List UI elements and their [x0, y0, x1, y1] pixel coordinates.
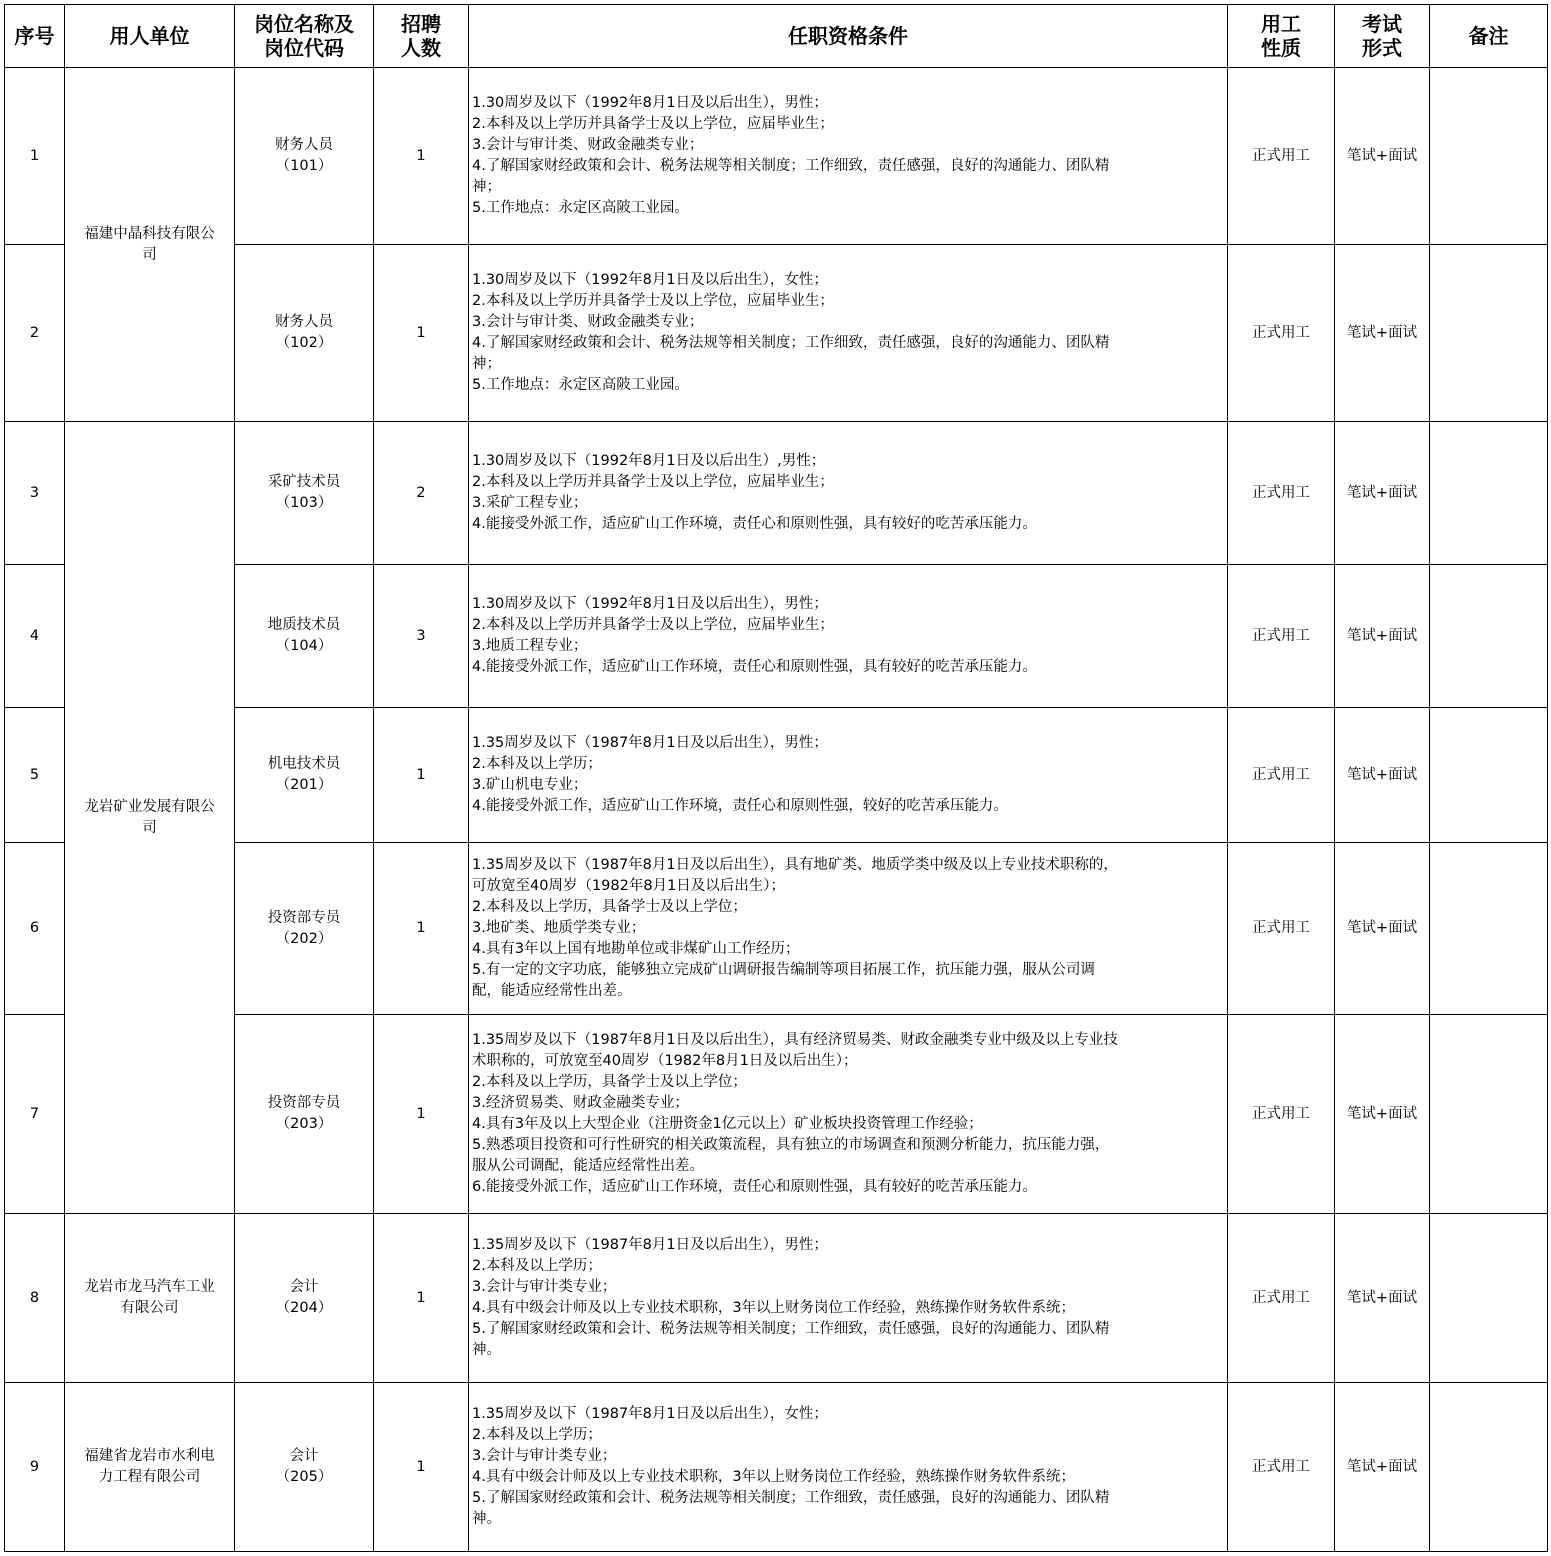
employment-type: 正式用工 — [1228, 1214, 1335, 1383]
remark-cell — [1430, 565, 1548, 708]
requirement-line: 1.35周岁及以下（1987年8月1日及以后出生），具有经济贸易类、财政金融类专业中级及以上专业技 — [472, 1032, 1118, 1048]
row-seq: 3 — [5, 422, 65, 565]
header-exam-line2: 形式 — [1362, 36, 1402, 60]
unit-name-line2: 力工程有限公司 — [98, 1469, 201, 1485]
requirement-line: 3.会计与审计类专业； — [472, 1279, 617, 1295]
recruitment-table — [4, 4, 1548, 1552]
requirement-line: 4.具有3年以上国有地勘单位或非煤矿山工作经历； — [472, 941, 800, 957]
header-count-line2: 人数 — [401, 36, 441, 60]
post-cell — [235, 1214, 374, 1383]
post-cell — [235, 708, 374, 843]
requirement-line: 3.矿山机电专业； — [472, 777, 588, 793]
requirement-line: 5.了解国家财经政策和会计、税务法规等相关制度；工作细致，责任感强，良好的沟通能力、团队精 — [472, 1321, 1110, 1337]
header-post-line1: 岗位名称及 — [254, 12, 354, 36]
post-code: （203） — [275, 1116, 333, 1132]
post-cell — [235, 843, 374, 1015]
header-unit: 用人单位 — [65, 5, 235, 68]
header-row — [5, 5, 1548, 68]
requirement-line: 5.有一定的文字功底，能够独立完成矿山调研报告编制等项目拓展工作，抗压能力强，服从公司调 — [472, 962, 1095, 978]
row-seq: 7 — [5, 1015, 65, 1214]
requirement-line: 神。 — [472, 1342, 501, 1358]
header-seq: 序号 — [5, 5, 65, 68]
requirements-cell — [469, 245, 1228, 422]
unit-cell — [65, 422, 235, 1214]
post-cell — [235, 422, 374, 565]
post-name: 地质技术员 — [267, 617, 341, 633]
requirement-line: 5.了解国家财经政策和会计、税务法规等相关制度；工作细致，责任感强，良好的沟通能力、团队精 — [472, 1490, 1110, 1506]
exam-format: 笔试+面试 — [1335, 1383, 1430, 1552]
requirement-line: 2.本科及以上学历，具备学士及以上学位； — [472, 899, 747, 915]
hire-count: 1 — [374, 245, 469, 422]
hire-count: 1 — [374, 708, 469, 843]
remark-cell — [1430, 1383, 1548, 1552]
post-code: （202） — [275, 930, 333, 947]
requirements-cell — [469, 843, 1228, 1015]
post-name: 投资部专员 — [267, 1095, 341, 1111]
exam-format: 笔试+面试 — [1335, 68, 1430, 245]
post-cell — [235, 565, 374, 708]
exam-format: 笔试+面试 — [1335, 843, 1430, 1015]
header-type-line1: 用工 — [1261, 12, 1301, 36]
post-name: 财务人员 — [275, 137, 333, 153]
requirements-cell — [469, 708, 1228, 843]
row-seq: 6 — [5, 843, 65, 1015]
post-code: （103） — [275, 495, 333, 511]
remark-cell — [1430, 1015, 1548, 1214]
requirement-line: 1.35周岁及以下（1987年8月1日及以后出生），男性； — [472, 735, 828, 751]
hire-count: 1 — [374, 68, 469, 245]
requirement-line: 5.熟悉项目投资和可行性研究的相关政策流程，具有独立的市场调查和预测分析能力，抗压能力强， — [472, 1137, 1110, 1153]
requirement-line: 神； — [472, 356, 501, 372]
requirement-line: 术职称的，可放宽至40周岁（1982年8月1日及以后出生）； — [472, 1053, 858, 1069]
requirement-line: 2.本科及以上学历； — [472, 756, 602, 772]
employment-type: 正式用工 — [1228, 245, 1335, 422]
post-code: （204） — [275, 1300, 333, 1316]
post-name: 会计 — [289, 1279, 319, 1295]
requirement-line: 4.具有中级会计师及以上专业技术职称，3年以上财务岗位工作经验，熟练操作财务软件系统； — [472, 1469, 1076, 1485]
requirement-line: 4.了解国家财经政策和会计、税务法规等相关制度；工作细致，责任感强，良好的沟通能力、团队精 — [472, 335, 1110, 351]
requirement-line: 2.本科及以上学历，具备学士及以上学位； — [472, 1074, 747, 1090]
requirement-line: 2.本科及以上学历； — [472, 1258, 602, 1274]
unit-cell — [65, 68, 235, 422]
header-type-line2: 性质 — [1261, 36, 1301, 60]
table-row — [5, 565, 1548, 708]
requirement-line: 3.会计与审计类专业； — [472, 1448, 617, 1464]
requirement-line: 1.35周岁及以下（1987年8月1日及以后出生），女性； — [472, 1406, 828, 1422]
requirement-line: 4.能接受外派工作，适应矿山工作环境，责任心和原则性强，具有较好的吃苦承压能力。 — [472, 516, 1037, 532]
requirement-line: 5.工作地点：永定区高陂工业园。 — [472, 200, 689, 216]
requirement-line: 配，能适应经常性出差。 — [472, 983, 632, 999]
employment-type: 正式用工 — [1228, 68, 1335, 245]
table-row — [5, 1015, 1548, 1214]
remark-cell — [1430, 422, 1548, 565]
requirement-line: 4.能接受外派工作，适应矿山工作环境，责任心和原则性强，较好的吃苦承压能力。 — [472, 798, 1008, 814]
hire-count: 2 — [374, 422, 469, 565]
unit-name-line1: 龙岩市龙马汽车工业 — [84, 1279, 215, 1295]
requirement-line: 4.具有中级会计师及以上专业技术职称，3年以上财务岗位工作经验，熟练操作财务软件系统； — [472, 1300, 1076, 1316]
requirements-cell — [469, 565, 1228, 708]
post-name: 会计 — [289, 1448, 319, 1464]
post-name: 采矿技术员 — [267, 474, 341, 490]
hire-count: 1 — [374, 843, 469, 1015]
requirement-line: 3.地矿类、地质学类专业； — [472, 920, 646, 936]
header-exam-line1: 考试 — [1362, 12, 1402, 36]
requirement-line: 3.地质工程专业； — [472, 638, 588, 654]
requirement-line: 2.本科及以上学历并具备学士及以上学位，应届毕业生； — [472, 617, 834, 633]
row-seq: 9 — [5, 1383, 65, 1552]
exam-format: 笔试+面试 — [1335, 708, 1430, 843]
employment-type: 正式用工 — [1228, 422, 1335, 565]
post-cell — [235, 1383, 374, 1552]
requirement-line: 1.35周岁及以下（1987年8月1日及以后出生），具有地矿类、地质学类中级及以上专业技术职称的， — [472, 857, 1118, 873]
requirements-cell — [469, 1383, 1228, 1552]
row-seq: 8 — [5, 1214, 65, 1383]
remark-cell — [1430, 1214, 1548, 1383]
requirements-cell — [469, 1015, 1228, 1214]
requirement-line: 1.30周岁及以下（1992年8月1日及以后出生），男性； — [472, 95, 828, 111]
post-name: 投资部专员 — [267, 909, 341, 926]
post-code: （102） — [275, 335, 333, 351]
post-code: （104） — [275, 638, 333, 654]
row-seq: 2 — [5, 245, 65, 422]
post-name: 财务人员 — [275, 314, 333, 330]
table-row — [5, 1383, 1548, 1552]
row-seq: 1 — [5, 68, 65, 245]
exam-format: 笔试+面试 — [1335, 422, 1430, 565]
employment-type: 正式用工 — [1228, 1383, 1335, 1552]
remark-cell — [1430, 245, 1548, 422]
header-count-line1: 招聘 — [401, 12, 441, 36]
remark-cell — [1430, 843, 1548, 1015]
requirement-line: 6.能接受外派工作，适应矿山工作环境，责任心和原则性强，具有较好的吃苦承压能力。 — [472, 1179, 1037, 1195]
requirement-line: 2.本科及以上学历并具备学士及以上学位，应届毕业生； — [472, 116, 834, 132]
requirement-line: 3.会计与审计类、财政金融类专业； — [472, 314, 704, 330]
post-cell — [235, 245, 374, 422]
unit-cell — [65, 1214, 235, 1383]
requirement-line: 1.30周岁及以下（1992年8月1日及以后出生）,男性； — [472, 453, 826, 469]
hire-count: 3 — [374, 565, 469, 708]
requirement-line: 神； — [472, 179, 501, 195]
requirement-line: 2.本科及以上学历并具备学士及以上学位，应届毕业生； — [472, 474, 834, 490]
exam-format: 笔试+面试 — [1335, 245, 1430, 422]
post-code: （101） — [275, 158, 333, 174]
requirement-line: 5.工作地点：永定区高陂工业园。 — [472, 377, 689, 393]
post-name: 机电技术员 — [267, 756, 341, 772]
requirement-line: 2.本科及以上学历并具备学士及以上学位，应届毕业生； — [472, 293, 834, 309]
requirement-line: 1.30周岁及以下（1992年8月1日及以后出生），男性； — [472, 596, 828, 612]
remark-cell — [1430, 708, 1548, 843]
requirement-line: 3.采矿工程专业； — [472, 495, 588, 511]
requirement-line: 2.本科及以上学历； — [472, 1427, 602, 1443]
post-code: （201） — [275, 777, 333, 793]
employment-type: 正式用工 — [1228, 843, 1335, 1015]
requirement-line: 3.会计与审计类、财政金融类专业； — [472, 137, 704, 153]
header-post-line2: 岗位代码 — [264, 36, 344, 60]
unit-name-line2: 有限公司 — [120, 1300, 179, 1316]
table-row — [5, 843, 1548, 1015]
table-body — [5, 68, 1548, 1552]
remark-cell — [1430, 68, 1548, 245]
table-row — [5, 708, 1548, 843]
requirement-line: 1.35周岁及以下（1987年8月1日及以后出生），男性； — [472, 1237, 828, 1253]
requirement-line: 服从公司调配，能适应经常性出差。 — [472, 1158, 704, 1174]
header-post — [235, 5, 374, 68]
hire-count: 1 — [374, 1214, 469, 1383]
header-exam — [1335, 5, 1430, 68]
table-row — [5, 68, 1548, 245]
requirement-line: 3.经济贸易类、财政金融类专业； — [472, 1095, 689, 1111]
header-requirements: 任职资格条件 — [469, 5, 1228, 68]
exam-format: 笔试+面试 — [1335, 1015, 1430, 1214]
header-type — [1228, 5, 1335, 68]
requirements-cell — [469, 422, 1228, 565]
unit-name-line1: 福建中晶科技有限公 — [84, 225, 215, 242]
requirement-line: 4.了解国家财经政策和会计、税务法规等相关制度；工作细致，责任感强，良好的沟通能力、团队精 — [472, 158, 1110, 174]
requirements-cell — [469, 1214, 1228, 1383]
unit-name-line2: 司 — [142, 246, 157, 263]
requirement-line: 可放宽至40周岁（1982年8月1日及以后出生）； — [472, 878, 786, 894]
unit-name-line1: 龙岩矿业发展有限公 — [84, 798, 215, 815]
employment-type: 正式用工 — [1228, 708, 1335, 843]
exam-format: 笔试+面试 — [1335, 1214, 1430, 1383]
table-row — [5, 1214, 1548, 1383]
table-row — [5, 422, 1548, 565]
unit-cell — [65, 1383, 235, 1552]
hire-count: 1 — [374, 1015, 469, 1214]
hire-count: 1 — [374, 1383, 469, 1552]
header-count — [374, 5, 469, 68]
requirement-line: 神。 — [472, 1511, 501, 1527]
unit-name-line2: 司 — [142, 819, 157, 836]
exam-format: 笔试+面试 — [1335, 565, 1430, 708]
employment-type: 正式用工 — [1228, 1015, 1335, 1214]
requirement-line: 4.具有3年及以上大型企业（注册资金1亿元以上）矿业板块投资管理工作经验； — [472, 1116, 983, 1132]
row-seq: 5 — [5, 708, 65, 843]
table-row — [5, 245, 1548, 422]
post-cell — [235, 68, 374, 245]
requirement-line: 4.能接受外派工作，适应矿山工作环境，责任心和原则性强，具有较好的吃苦承压能力。 — [472, 659, 1037, 675]
post-cell — [235, 1015, 374, 1214]
header-remark: 备注 — [1430, 5, 1548, 68]
requirements-cell — [469, 68, 1228, 245]
row-seq: 4 — [5, 565, 65, 708]
unit-name-line1: 福建省龙岩市水利电 — [84, 1448, 215, 1464]
requirement-line: 1.30周岁及以下（1992年8月1日及以后出生），女性； — [472, 272, 828, 288]
employment-type: 正式用工 — [1228, 565, 1335, 708]
post-code: （205） — [275, 1469, 333, 1485]
